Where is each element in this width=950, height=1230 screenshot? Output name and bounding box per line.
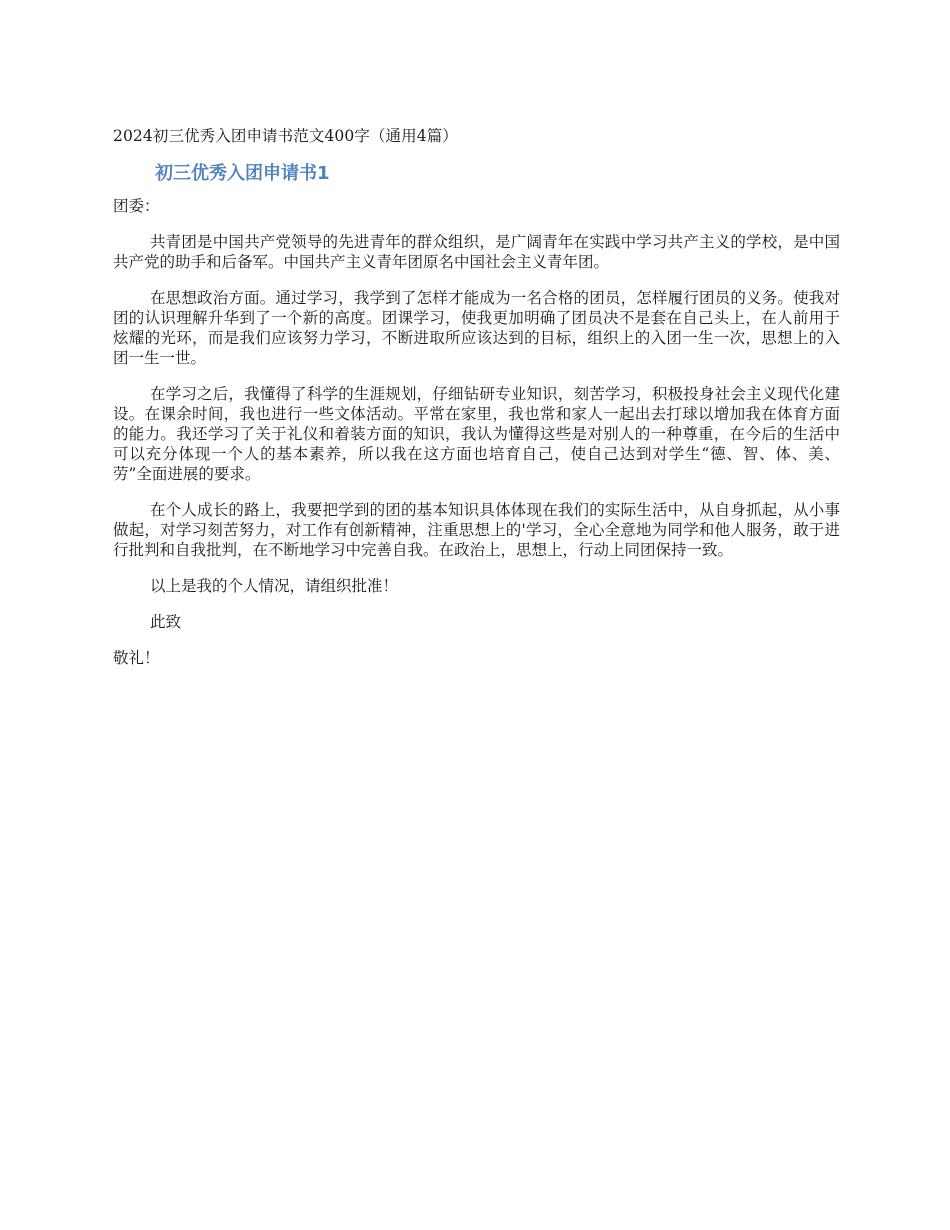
paragraph-4: 在个人成长的路上，我要把学到的团的基本知识具体体现在我们的实际生活中，从自身抓起，从小事做起，对学习刻苦努力，对工作有创新精神，注重思想上的'学习，全心全意地为同学和他人服务，敢于进行批判和自我批判，在不断地学习中完善自我。在政治上，思想上，行动上同团保持一致。	[113, 501, 840, 559]
paragraph-3: 在学习之后，我懂得了科学的生涯规划，仔细钻研专业知识，刻苦学习，积极投身社会主义现代化建设。在课余时间，我也进行一些文体活动。平常在家里，我也常和家人一起出去打球以增加我在体育方面的能力。我还学习了关于礼仪和着装方面的知识，我认为懂得这些是对别人的一种尊重，在今后的生活中可以充分体现一个人的基本素养，所以我在这方面也培育自己，使自己达到对学生“德、智、体、美、劳”全面进展的要求。	[113, 385, 840, 483]
regards-line: 此致	[150, 613, 182, 631]
section-heading: 初三优秀入团申请书1	[155, 163, 330, 184]
request-line: 以上是我的个人情况，请组织批准！	[150, 577, 399, 595]
document-title: 2024初三优秀入团申请书范文400字（通用4篇）	[113, 127, 458, 145]
salute-line: 敬礼！	[113, 649, 160, 667]
salutation: 团委：	[113, 197, 160, 215]
paragraph-1: 共青团是中国共产党领导的先进青年的群众组织，是广阔青年在实践中学习共产主义的学校，是中国共产党的助手和后备军。中国共产主义青年团原名中国社会主义青年团。	[113, 233, 840, 271]
paragraph-2: 在思想政治方面。通过学习，我学到了怎样才能成为一名合格的团员，怎样履行团员的义务。使我对团的认识理解升华到了一个新的高度。团课学习，使我更加明确了团员决不是套在自己头上，在人前用于炫耀的光环，而是我们应该努力学习，不断进取所应该达到的目标，组织上的入团一生一次，思想上的入团一生一世。	[113, 289, 840, 367]
document-body	[113, 126, 840, 668]
